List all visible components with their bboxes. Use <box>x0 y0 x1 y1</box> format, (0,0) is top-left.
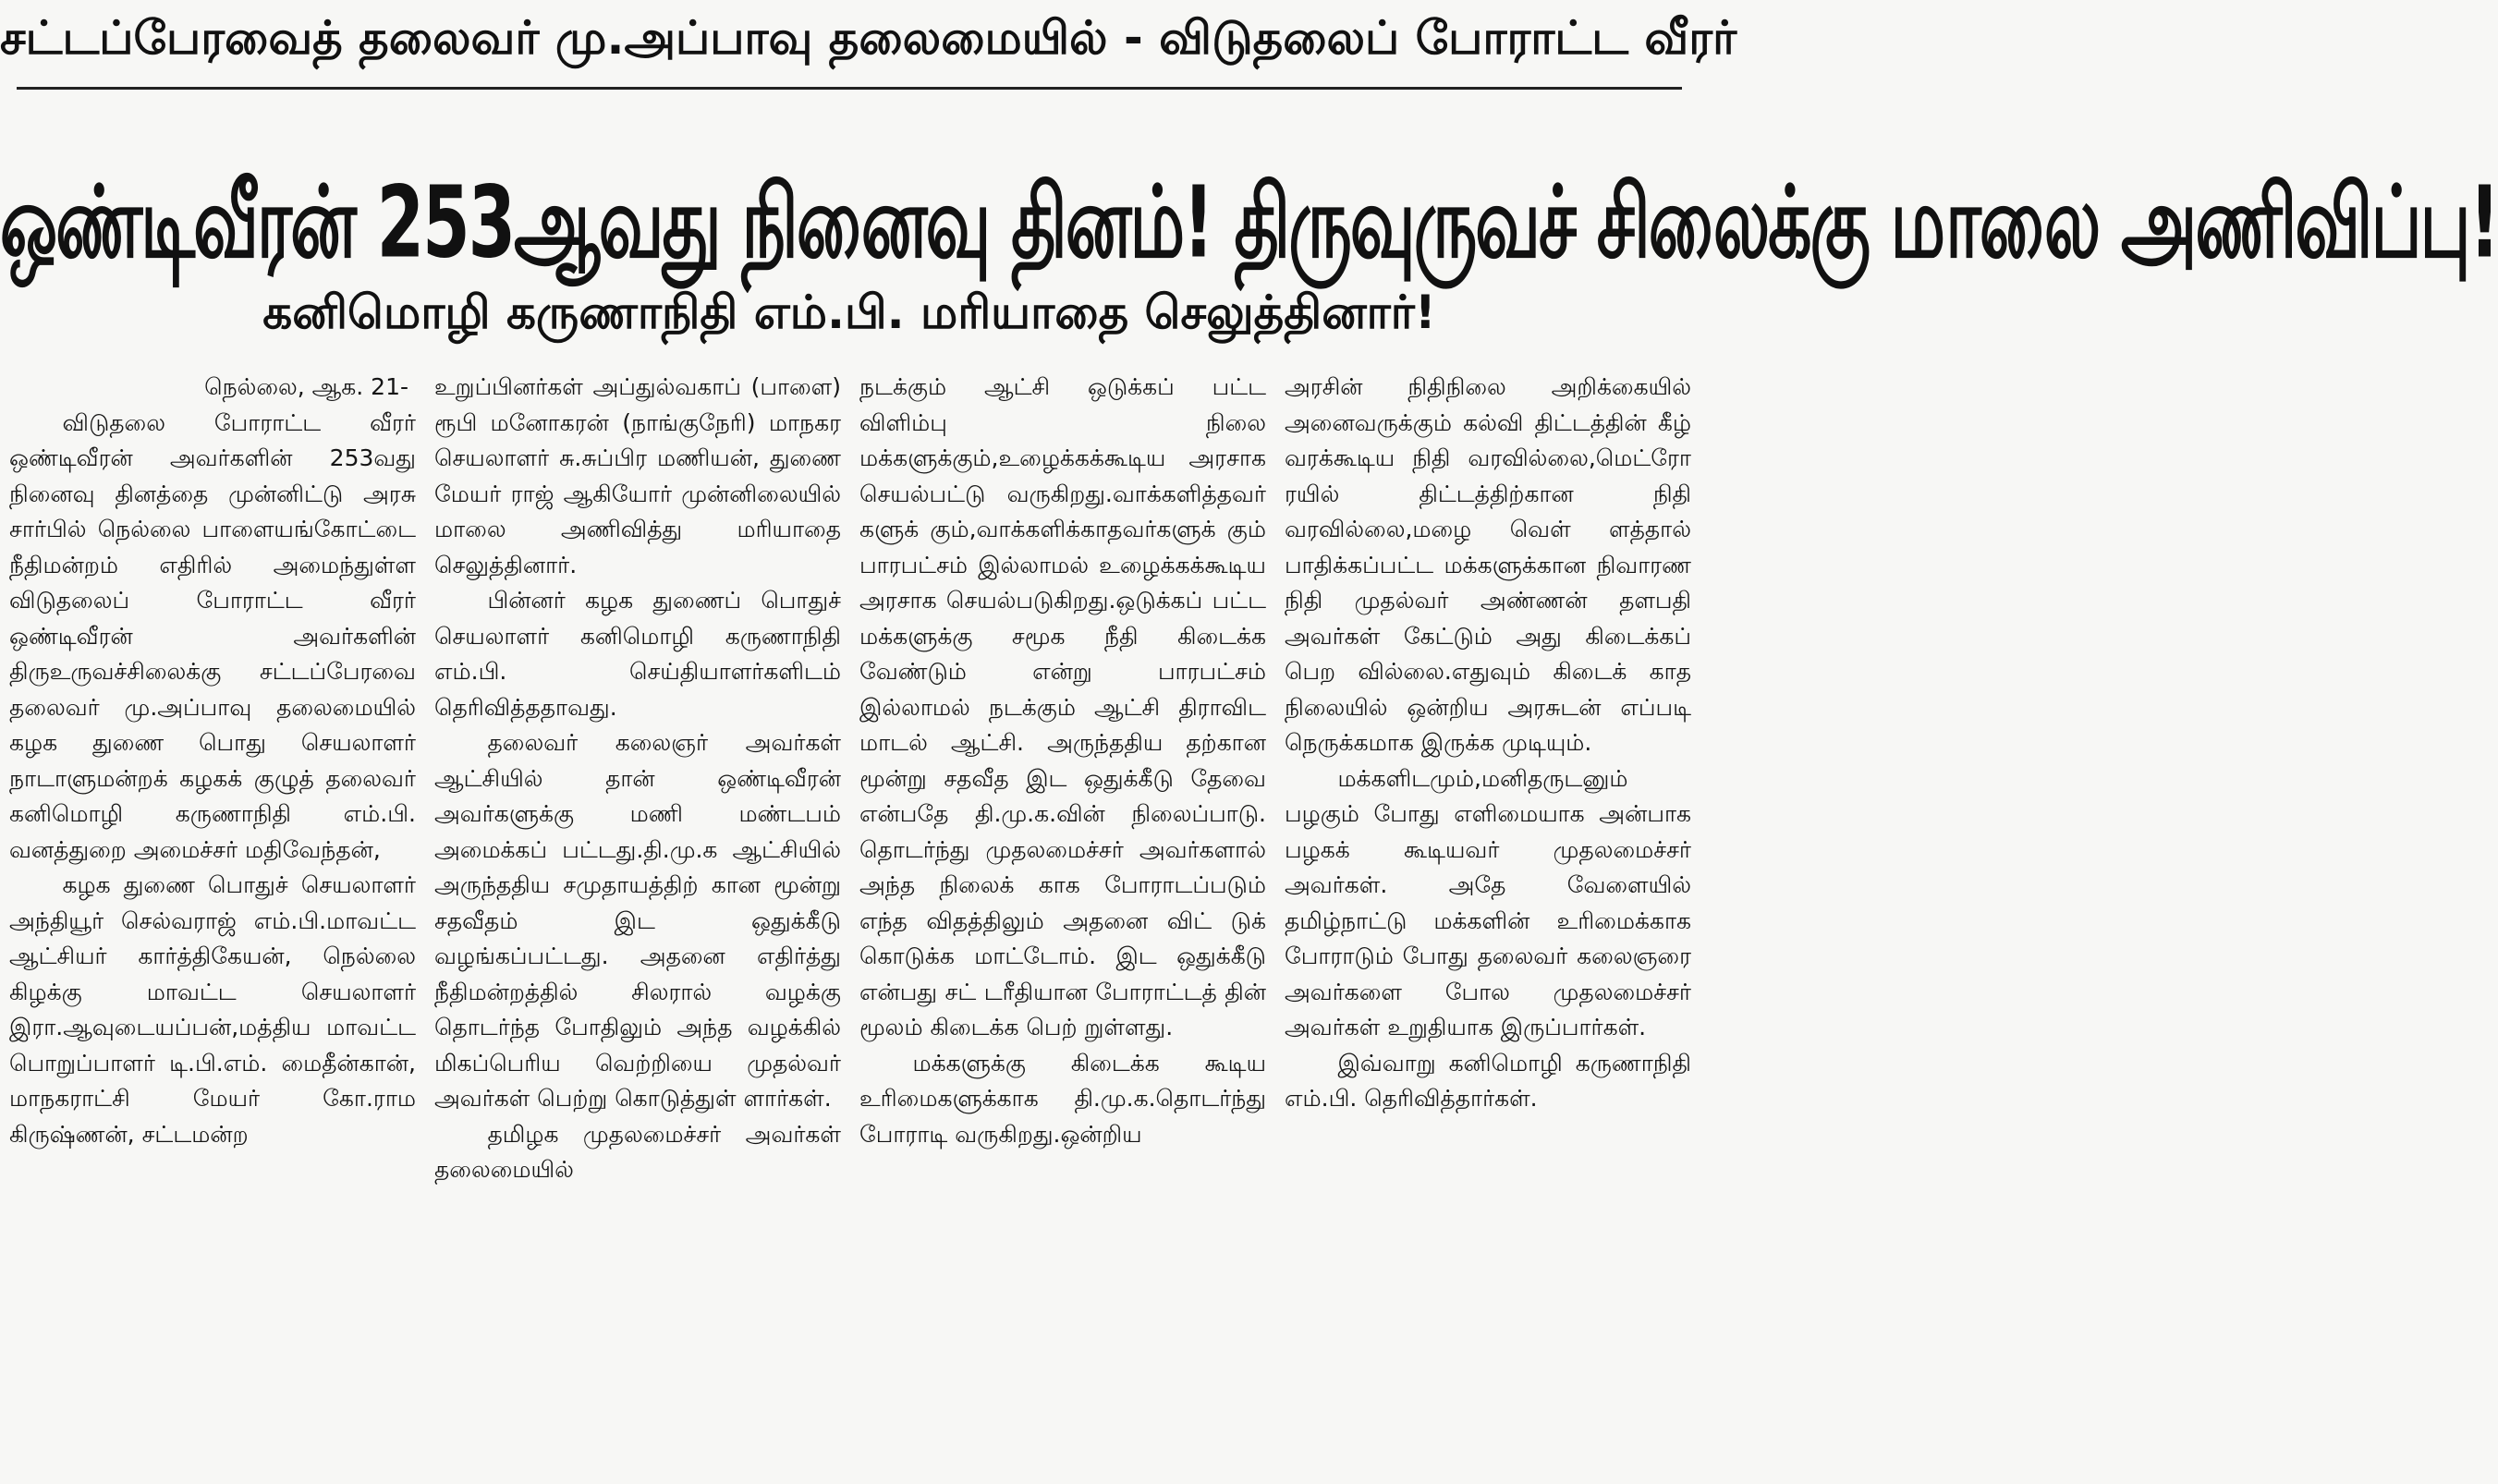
article-column-4 <box>1285 370 1691 1475</box>
paragraph: உறுப்பினர்கள் அப்துல்வகாப் (பாளை) ரூபி மனோகரன் (நாங்குநேரி) மாநகர செயலாளர் சு.சுப்பிர மணியன், துணை மேயர் ராஜ் ஆகியோர் முன்னிலையில் மாலை அணிவித்து மரியாதை செலுத்தினார். <box>434 373 841 578</box>
paragraph: தலைவர் கலைஞர் அவர்கள் ஆட்சியில் தான் ஒண்டிவீரன் அவர்களுக்கு மணி மண்டபம் அமைக்கப் பட்டது.தி.மு.க ஆட்சியில் அருந்ததிய சமுதாயத்திற் கான மூன்று சதவீதம் இட ஒதுக்கீடு வழங்கப்பட்டது. அதனை எதிர்த்து நீதிமன்றத்தில் சிலரால் வழக்கு தொடர்ந்த போதிலும் அந்த வழக்கில் மிகப்பெரிய வெற்றியை முதல்வர் அவர்கள் பெற்று கொடுத்துள் ளார்கள். <box>434 729 841 1112</box>
subheadline: கனிமொழி கருணாநிதி எம்.பி. மரியாதை செலுத்தினார்! <box>262 286 1436 339</box>
paragraph: கழக துணை பொதுச் செயலாளர் அந்தியூர் செல்வராஜ் எம்.பி.மாவட்ட ஆட்சியர் கார்த்திகேயன், நெல்லை கிழக்கு மாவட்ட செயலாளர் இரா.ஆவுடையப்பன்,மத்திய மாவட்ட பொறுப்பாளர் டி.பி.எம். மைதீன்கான், மாநகராட்சி மேயர் கோ.ராம கிருஷ்ணன், சட்டமன்ற <box>9 871 416 1148</box>
paragraph: நடக்கும் ஆட்சி ஒடுக்கப் பட்ட விளிம்பு நிலை மக்களுக்கும்,உழைக்கக்கூடிய அரசாக செயல்பட்டு வருகிறது.வாக்களித்தவர் களுக் கும்,வாக்களிக்காதவர்களுக் கும் பாரபட்சம் இல்லாமல் உழைக்கக்கூடிய அரசாக செயல்படுகிறது.ஒடுக்கப் பட்ட மக்களுக்கு சமூக நீதி கிடைக்க வேண்டும் என்று பாரபட்சம் இல்லாமல் நடக்கும் ஆட்சி திராவிட மாடல் ஆட்சி. அருந்ததிய தற்கான மூன்று சதவீத இட ஒதுக்கீடு தேவை என்பதே தி.மு.க.வின் நிலைப்பாடு. தொடர்ந்து முதலமைச்சர் அவர்களால் அந்த நிலைக் காக போராடப்படும் எந்த விதத்திலும் அதனை விட் டுக் கொடுக்க மாட்டோம். இட ஒதுக்கீடு என்பது சட் டரீதியான போராட்டத் தின் மூலம் கிடைக்க பெற் றுள்ளது. <box>859 373 1266 1040</box>
paragraph: இவ்வாறு கனிமொழி கருணாநிதி எம்.பி. தெரிவித்தார்கள். <box>1285 1049 1691 1112</box>
article-column-2 <box>434 370 841 1475</box>
article-column-1 <box>9 370 416 1475</box>
paragraph: மக்களுக்கு கிடைக்க கூடிய உரிமைகளுக்காக தி.மு.க.தொடர்ந்து போராடி வருகிறது.ஒன்றிய <box>859 1049 1266 1148</box>
paragraph: தமிழக முதலமைச்சர் அவர்கள் தலைமையில் <box>434 1120 841 1183</box>
kicker-divider <box>17 87 1682 90</box>
paragraph: விடுதலை போராட்ட வீரர் ஒண்டிவீரன் அவர்களின் 253வது நினைவு தினத்தை முன்னிட்டு அரசு சார்பில் நெல்லை பாளையங்கோட்டை நீதிமன்றம் எதிரில் அமைந்துள்ள விடுதலைப் போராட்ட வீரர் ஒண்டிவீரன் அவர்களின் திருஉருவச்சிலைக்கு சட்டப்பேரவை தலைவர் மு.அப்பாவு தலைமையில் கழக துணை பொது செயலாளர் நாடாளுமன்றக் கழகக் குழுத் தலைவர் கனிமொழி கருணாநிதி எம்.பி. வனத்துறை அமைச்சர் மதிவேந்தன், <box>9 408 416 863</box>
paragraph: மக்களிடமும்,மனிதருடனும் பழகும் போது எளிமையாக அன்பாக பழகக் கூடியவர் முதலமைச்சர் அவர்கள். அதே வேளையில் தமிழ்நாட்டு மக்களின் உரிமைக்காக போராடும் போது தலைவர் கலைஞரை அவர்களை போல முதலமைச்சர் அவர்கள் உறுதியாக இருப்பார்கள். <box>1285 764 1691 1040</box>
headline: ஒண்டிவீரன் 253ஆவது நினைவு தினம்! திருவுருவச் சிலைக்கு மாலை அணிவிப்பு! <box>0 164 2498 281</box>
paragraph: பின்னர் கழக துணைப் பொதுச் செயலாளர் கனிமொழி கருணாநிதி எம்.பி. செய்தியாளர்களிடம் தெரிவித்ததாவது. <box>434 587 841 721</box>
article-column-3 <box>859 370 1266 1475</box>
kicker-line: சட்டப்பேரவைத் தலைவர் மு.அப்பாவு தலைமையில் - விடுதலைப் போராட்ட வீரர் <box>0 11 1737 65</box>
paragraph: அரசின் நிதிநிலை அறிக்கையில் அனைவருக்கும் கல்வி திட்டத்தின் கீழ் வரக்கூடிய நிதி வரவில்லை,மெட்ரோ ரயில் திட்டத்திற்கான நிதி வரவில்லை,மழை வெள் ளத்தால் பாதிக்கப்பட்ட மக்களுக்கான நிவாரண நிதி முதல்வர் அண்ணன் தளபதி அவர்கள் கேட்டும் அது கிடைக்கப் பெற வில்லை.எதுவும் கிடைக் காத நிலையில் ஒன்றிய அரசுடன் எப்படி நெருக்கமாக இருக்க முடியும். <box>1285 373 1691 756</box>
dateline: நெல்லை, ஆக. 21- <box>204 373 408 400</box>
article-body <box>9 370 1691 1475</box>
